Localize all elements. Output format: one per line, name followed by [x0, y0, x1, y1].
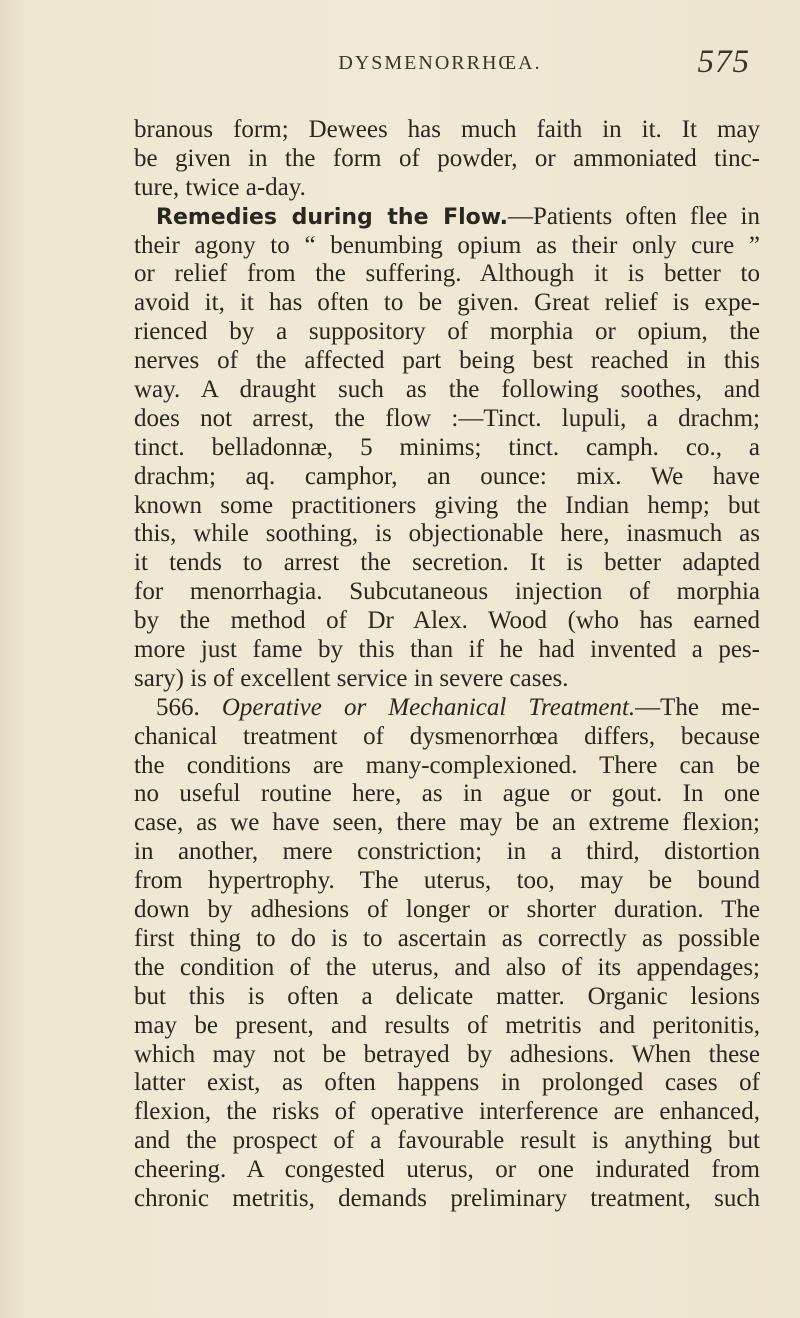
- text-line: no useful routine here, as in ague or gout. In one: [134, 780, 760, 808]
- text-line: does not arrest, the flow :—Tinct. lupuli, a drachm;: [134, 404, 760, 432]
- text-line: known some practitioners giving the Indian hemp; but: [134, 491, 760, 519]
- text-line: down by adhesions of longer or shorter duration. The: [134, 896, 760, 924]
- text-line: which may not be betrayed by adhesions. When these: [134, 1040, 760, 1068]
- text-line: may be present, and results of metritis and peritonitis,: [134, 1011, 760, 1039]
- text-line: chanical treatment of dysmenorrhœa differs, because: [134, 722, 760, 750]
- text-line: be given in the form of powder, or ammoniated tinc-: [134, 144, 760, 172]
- text-line: branous form; Dewees has much faith in it. It may: [134, 116, 760, 143]
- text-line: in another, mere constriction; in a third, distortion: [134, 838, 760, 866]
- text-line: for menorrhagia. Subcutaneous injection of morphia: [134, 578, 760, 606]
- operative-heading: Operative or Mechanical Treatment.: [221, 693, 636, 721]
- text-line: drachm; aq. camphor, an ounce: mix. We have: [134, 462, 760, 490]
- body-text: [134, 116, 760, 1214]
- heading-continuation: —The me-: [635, 693, 761, 721]
- section-number: 566.: [156, 693, 200, 721]
- page-header: [140, 40, 750, 86]
- text-line: their agony to “ benumbing opium as their only cure ”: [134, 231, 760, 259]
- text-line: cheering. A congested uterus, or one indurated from: [134, 1156, 760, 1184]
- section-heading-line: [134, 203, 760, 232]
- remedies-heading: Remedies during the Flow.: [156, 204, 509, 230]
- text-line: from hypertrophy. The uterus, too, may be bound: [134, 867, 760, 895]
- section-heading-line: [134, 694, 760, 723]
- text-line: the condition of the uterus, and also of its appendages;: [134, 953, 760, 981]
- text-line: chronic metritis, demands preliminary treatment, such: [134, 1184, 760, 1212]
- text-line: the conditions are many-complexioned. There can be: [134, 751, 760, 779]
- page-number: 575: [697, 44, 750, 80]
- text-line: or relief from the suffering. Although it is better to: [134, 260, 760, 288]
- text-line: first thing to do is to ascertain as correctly as possible: [134, 924, 760, 952]
- text-line: by the method of Dr Alex. Wood (who has earned: [134, 607, 760, 635]
- text-line: this, while soothing, is objectionable here, inasmuch as: [134, 520, 760, 548]
- text-line: case, as we have seen, there may be an extreme flexion;: [134, 809, 760, 837]
- text-line: more just fame by this than if he had invented a pes-: [134, 636, 760, 664]
- text-line: it tends to arrest the secretion. It is better adapted: [134, 549, 760, 577]
- text-line: rienced by a suppository of morphia or opium, the: [134, 318, 760, 346]
- heading-continuation: —Patients often flee in: [508, 202, 760, 230]
- text-line: tinct. belladonnæ, 5 minims; tinct. camph. co., a: [134, 433, 760, 461]
- text-line: nerves of the affected part being best reached in this: [134, 347, 760, 375]
- text-line: latter exist, as often happens in prolonged cases of: [134, 1069, 760, 1097]
- text-line: ture, twice a-day.: [134, 173, 306, 201]
- text-line: avoid it, it has often to be given. Great relief is expe-: [134, 289, 760, 317]
- running-title: DYSMENORRHŒA.: [338, 52, 542, 74]
- text-line: way. A draught such as the following soothes, and: [134, 376, 760, 404]
- text-line: sary) is of excellent service in severe cases.: [134, 664, 569, 692]
- text-line: but this is often a delicate matter. Organic lesions: [134, 982, 760, 1010]
- text-line: flexion, the risks of operative interference are enhanced,: [134, 1098, 760, 1126]
- text-line: and the prospect of a favourable result is anything but: [134, 1127, 760, 1155]
